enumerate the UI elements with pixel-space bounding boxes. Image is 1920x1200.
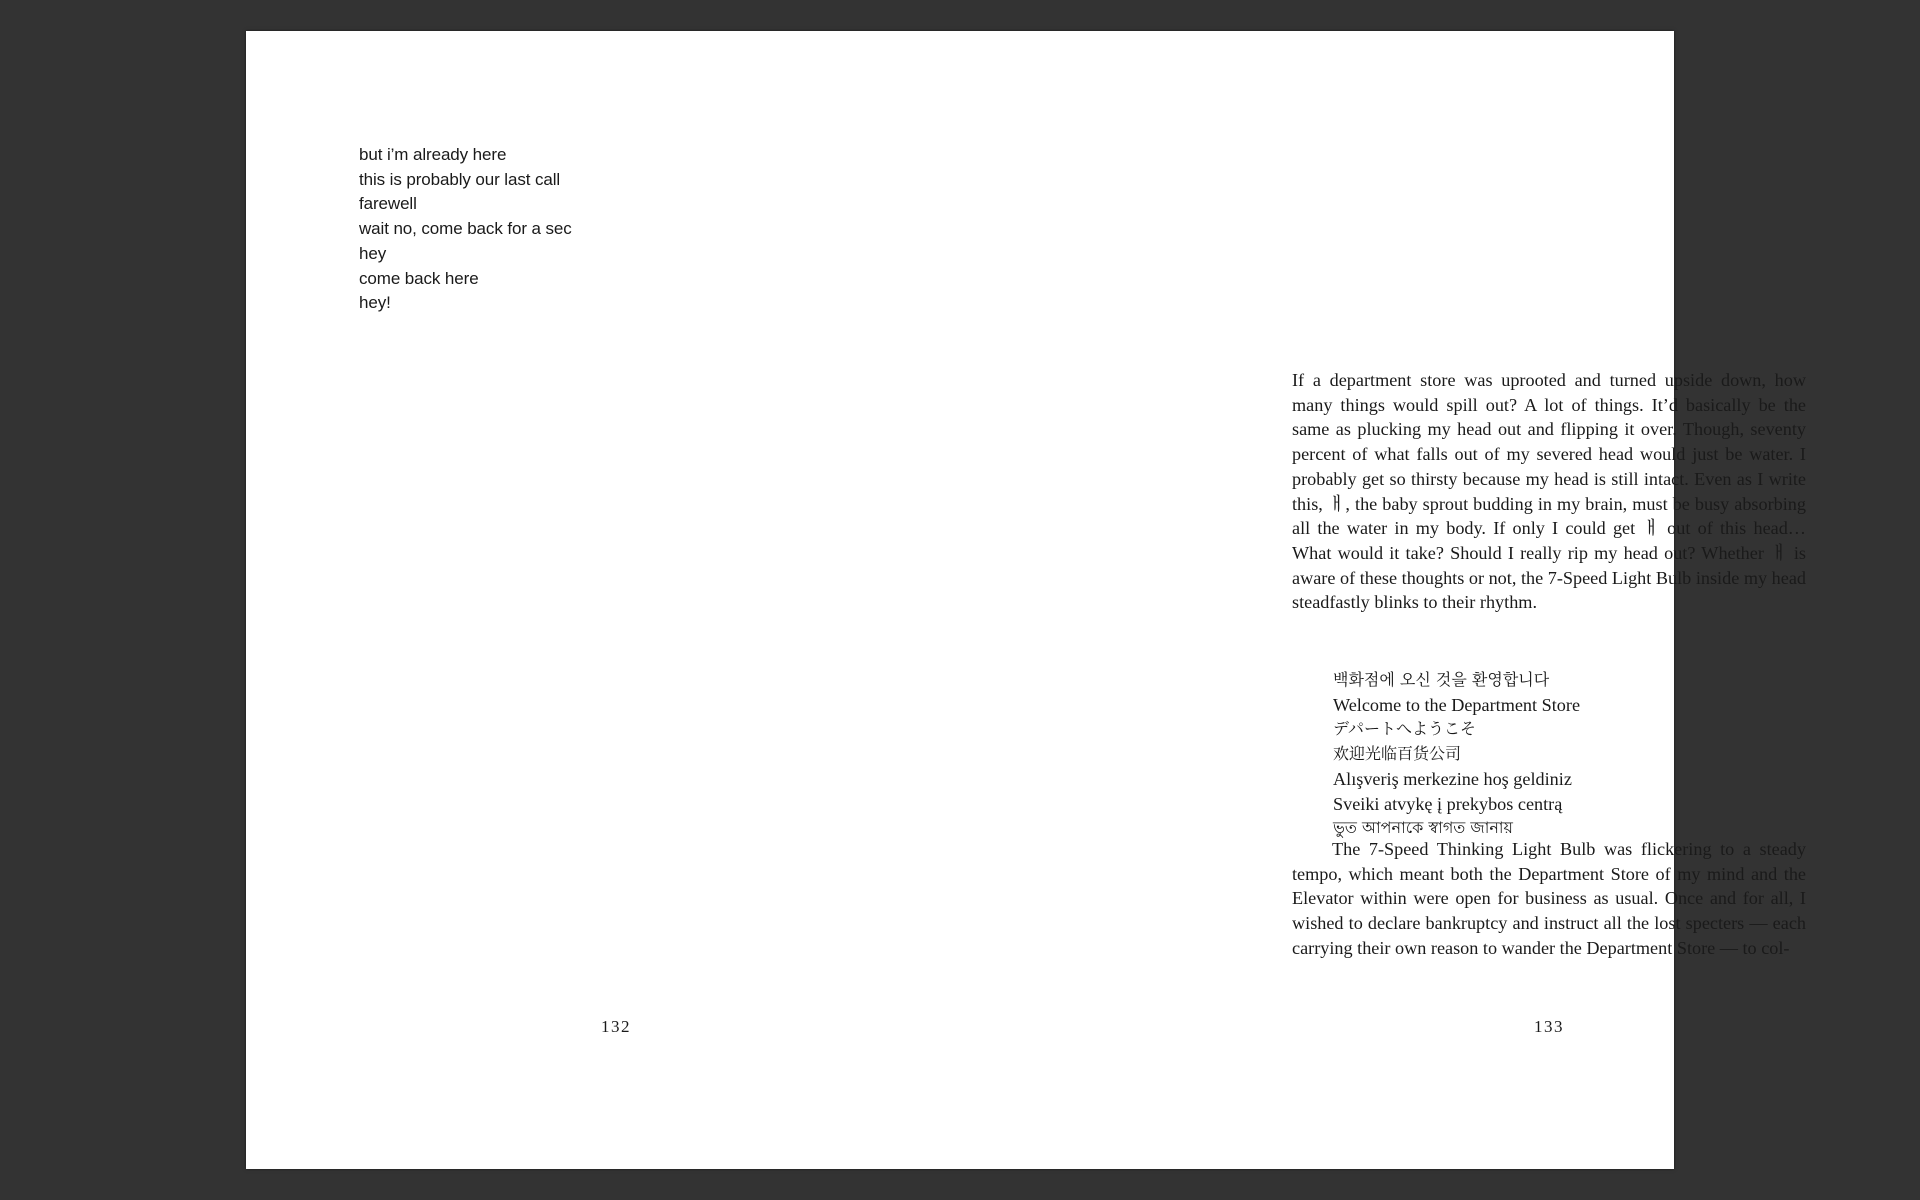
poem-line: but i’m already here [359, 145, 507, 164]
poem-line: this is probably our last call [359, 169, 561, 189]
body-paragraph-2: The 7-Speed Thinking Light Bulb was flickering to a steady tempo, which meant both the Department Store of my mind and the Elevator within were open for business as usual. Once and for all, I wished to declare bankruptcy and instruct all the lost specters — each carrying their own reason to wander the Department Store — to col- [1292, 839, 1806, 958]
poem-line: hey! [359, 293, 391, 313]
greeting-bengali: ভুত আপনাকে স্বাগত জানায় [1333, 818, 1513, 838]
greeting-korean: 백화점에 오신 것을 환영합니다 [1333, 670, 1550, 689]
greeting-turkish: Alışveriş merkezine hoş geldiniz [1333, 768, 1572, 789]
poem-stanza [359, 143, 572, 316]
welcome-greetings-list [1333, 668, 1580, 841]
greeting-chinese: 欢迎光临百货公司 [1333, 744, 1462, 764]
left-page [246, 31, 960, 1169]
page-number-right: 133 [1534, 1017, 1564, 1036]
greeting-lithuanian: Sveiki atvykę į prekybos centrą [1333, 793, 1563, 814]
greeting-english: Welcome to the Department Store [1333, 694, 1581, 715]
poem-line: come back here [359, 268, 479, 288]
page-number-left: 132 [601, 1017, 631, 1036]
greeting-japanese: デパートへようこそ [1333, 719, 1477, 739]
poem-line: farewell [359, 194, 417, 214]
body-paragraph-1: If a department store was uprooted and turned upside down, how many things would spill out? A lot of things. It’d basically be the same as plucking my head out and flipping it over. Though, seventy percent of what falls out of my severed head would just be water. I probably get so thirsty because my head is still intact. Even as I write this, ㅐ, the baby sprout budding in my brain, must be busy absorbing all the water in my body. If only I could get ㅐ out of this head… What would it take? Should I really rip my head out? Whether ㅐ is aware of these thoughts or not, the 7-Speed Light Bulb inside my head steadfastly blinks to their rhythm. [1292, 370, 1806, 613]
poem-line: wait no, come back for a sec [359, 219, 572, 239]
poem-line: hey [359, 243, 387, 263]
right-page [960, 31, 1806, 1169]
book-spread [246, 31, 1806, 1169]
